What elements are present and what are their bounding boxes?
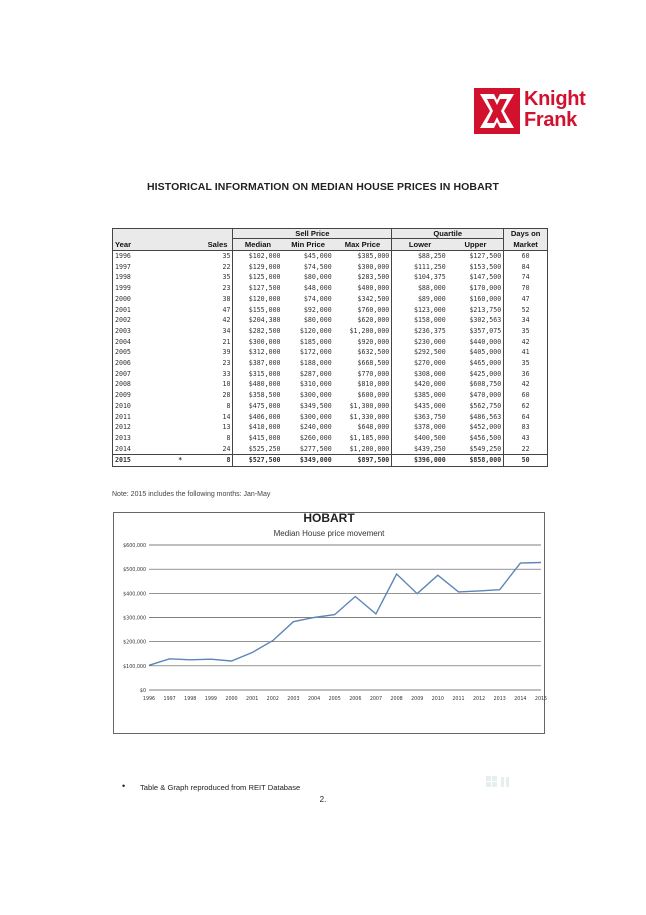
days-on-header-top: Days on	[504, 229, 548, 239]
x-tick-label: 2008	[390, 697, 403, 702]
median-cell: $527,500	[233, 455, 283, 467]
min-price-cell: $172,000	[299, 348, 332, 357]
min-price-cell: $300,000	[299, 412, 332, 421]
table-row	[113, 412, 548, 423]
median-cell: $525,250	[233, 444, 283, 455]
footnote-mark-cell	[158, 337, 203, 348]
table-group-header-row	[113, 229, 548, 239]
footnote-mark-cell	[158, 379, 203, 390]
days-on-market-cell: 41	[504, 347, 548, 358]
knight-frank-logo	[474, 88, 586, 134]
year-cell: 2015	[113, 455, 158, 467]
upper-quartile-cell: $440,000	[469, 337, 502, 346]
upper-quartile-cell: $470,000	[469, 391, 502, 400]
sales-cell: 10	[222, 380, 231, 389]
max-price-cell: $648,000	[357, 423, 390, 432]
chart-title: HOBART	[303, 511, 355, 525]
upper-quartile-cell: $486,563	[469, 412, 502, 421]
table-row	[113, 379, 548, 390]
x-tick-label: 1999	[204, 697, 218, 702]
table-note: Note: 2015 includes the following months: Jan-May	[112, 491, 271, 498]
lower-quartile-cell: $435,000	[392, 401, 448, 412]
footnote-mark-cell	[158, 347, 203, 358]
year-cell: 2014	[115, 444, 131, 453]
upper-quartile-column-header: Upper	[448, 239, 504, 251]
median-cell: $387,000	[233, 358, 283, 369]
bullet-icon: •	[122, 781, 126, 791]
days-on-market-cell: 62	[504, 401, 548, 412]
table-row	[113, 262, 548, 273]
y-tick-label: $200,000	[123, 640, 146, 646]
x-tick-label: 1998	[184, 697, 197, 702]
lower-quartile-cell: $236,375	[392, 326, 448, 337]
median-price-table	[112, 228, 548, 467]
footnote-mark-cell	[158, 444, 203, 455]
upper-quartile-cell: $452,000	[469, 423, 502, 432]
x-tick-label: 2000	[225, 697, 238, 702]
sales-cell: 42	[222, 316, 231, 325]
min-price-cell: $260,000	[299, 433, 332, 442]
sales-cell: 24	[222, 444, 231, 453]
x-tick-label: 2012	[472, 697, 486, 702]
footnote-mark-cell	[158, 294, 203, 305]
days-on-market-cell: 84	[504, 262, 548, 273]
max-price-cell: $1,200,000	[349, 444, 390, 453]
days-on-market-cell: 60	[504, 251, 548, 262]
upper-quartile-cell: $425,000	[469, 369, 502, 378]
min-price-cell: $349,000	[283, 455, 334, 467]
table-row	[113, 337, 548, 348]
sales-cell: 21	[222, 337, 231, 346]
x-tick-label: 1997	[163, 697, 176, 702]
source-footnote: Table & Graph reproduced from REIT Database	[140, 783, 301, 792]
lower-quartile-cell: $385,000	[392, 390, 448, 401]
days-on-market-cell: 52	[504, 305, 548, 316]
lower-quartile-cell: $420,000	[392, 379, 448, 390]
max-price-column-header: Max Price	[334, 239, 392, 251]
y-tick-label: $300,000	[123, 616, 146, 622]
table-header-row	[113, 239, 548, 251]
min-price-cell: $188,000	[299, 359, 332, 368]
median-column-header: Median	[233, 239, 283, 251]
x-tick-label: 2009	[411, 697, 424, 702]
footnote-mark-cell	[158, 305, 203, 316]
median-cell: $127,500	[233, 283, 283, 294]
min-price-cell: $300,000	[299, 391, 332, 400]
min-price-cell: $74,500	[303, 262, 332, 271]
median-cell: $120,000	[233, 294, 283, 305]
max-price-cell: $600,000	[357, 391, 390, 400]
footnote-mark-cell	[158, 251, 203, 262]
table-row	[113, 326, 548, 337]
upper-quartile-cell: $549,250	[469, 444, 502, 453]
table-row	[113, 272, 548, 283]
x-tick-label: 2007	[369, 697, 383, 702]
sales-column-header: Sales	[203, 239, 233, 251]
min-price-cell: $185,000	[299, 337, 332, 346]
knight-frank-logo-mark	[474, 88, 520, 134]
year-column-header: Year	[113, 239, 158, 251]
max-price-cell: $897,500	[334, 455, 392, 467]
table-row	[113, 315, 548, 326]
sales-cell: 33	[222, 369, 231, 378]
median-cell: $475,000	[233, 401, 283, 412]
days-on-market-column-header: Market	[504, 239, 548, 251]
footnote-mark-cell	[158, 433, 203, 444]
max-price-cell: $770,000	[357, 369, 390, 378]
min-price-column-header: Min Price	[283, 239, 334, 251]
table-row	[113, 369, 548, 380]
days-on-market-cell: 50	[504, 455, 548, 467]
year-cell: 2010	[115, 401, 131, 410]
upper-quartile-cell: $465,000	[469, 359, 502, 368]
min-price-cell: $349,500	[299, 401, 332, 410]
sales-cell: 38	[222, 294, 231, 303]
year-cell: 1997	[115, 262, 131, 271]
y-tick-label: $600,000	[123, 544, 146, 549]
footnote-mark-cell	[158, 262, 203, 273]
footnote-mark-cell	[158, 315, 203, 326]
table-row	[113, 433, 548, 444]
min-price-cell: $45,000	[303, 252, 332, 260]
table-row	[113, 422, 548, 433]
sales-cell: 8	[226, 401, 231, 410]
lower-quartile-cell: $158,000	[392, 315, 448, 326]
footnote-mark-cell	[158, 401, 203, 412]
upper-quartile-cell: $127,500	[469, 252, 502, 260]
upper-quartile-cell: $302,563	[469, 316, 502, 325]
median-cell: $415,000	[233, 433, 283, 444]
table-row	[113, 294, 548, 305]
lower-quartile-cell: $400,500	[392, 433, 448, 444]
max-price-cell: $810,000	[357, 380, 390, 389]
days-on-market-cell: 60	[504, 390, 548, 401]
document-title: HISTORICAL INFORMATION ON MEDIAN HOUSE PRICES IN HOBART	[146, 181, 499, 193]
year-cell: 2002	[115, 316, 131, 325]
x-tick-label: 2014	[514, 697, 527, 702]
median-cell: $315,000	[233, 369, 283, 380]
lower-quartile-cell: $396,000	[392, 455, 448, 467]
max-price-cell: $1,300,000	[349, 401, 390, 410]
days-on-market-cell: 74	[504, 272, 548, 283]
footnote-mark-cell	[158, 412, 203, 423]
max-price-cell: $1,330,000	[349, 412, 390, 421]
days-on-market-cell: 34	[504, 315, 548, 326]
y-tick-label: $0	[139, 689, 146, 694]
logo-word-frank: Frank	[524, 109, 577, 131]
x-tick-label: 2002	[266, 697, 279, 702]
days-on-market-cell: 42	[504, 337, 548, 348]
upper-quartile-cell: $405,000	[469, 348, 502, 357]
max-price-cell: $283,500	[357, 273, 390, 282]
min-price-cell: $310,000	[299, 380, 332, 389]
days-on-market-cell: 36	[504, 369, 548, 380]
lower-quartile-cell: $104,375	[392, 272, 448, 283]
year-cell: 2007	[115, 369, 131, 378]
days-on-market-cell: 22	[504, 444, 548, 455]
x-tick-label: 2006	[349, 697, 362, 702]
upper-quartile-cell: $562,750	[469, 401, 502, 410]
x-tick-label: 2004	[307, 697, 321, 702]
y-tick-label: $400,000	[123, 592, 146, 598]
median-cell: $129,000	[233, 262, 283, 273]
upper-quartile-cell: $170,000	[469, 284, 502, 293]
x-tick-label: 2011	[452, 697, 465, 702]
days-on-market-cell: 70	[504, 283, 548, 294]
median-cell: $204,380	[233, 315, 283, 326]
lower-quartile-cell: $230,000	[392, 337, 448, 348]
lower-quartile-cell: $292,500	[392, 347, 448, 358]
table-row	[113, 251, 548, 262]
sales-cell: 47	[222, 305, 231, 314]
sales-cell: 35	[222, 252, 231, 260]
median-cell: $410,000	[233, 422, 283, 433]
year-cell: 2013	[115, 433, 131, 442]
table-row	[113, 305, 548, 316]
year-cell: 2012	[115, 423, 131, 432]
upper-quartile-cell: $160,000	[469, 294, 502, 303]
lower-quartile-cell: $308,000	[392, 369, 448, 380]
hobart-median-price-chart	[113, 511, 548, 734]
year-cell: 2000	[115, 294, 131, 303]
lower-quartile-cell: $123,000	[392, 305, 448, 316]
days-on-market-cell: 35	[504, 326, 548, 337]
min-price-cell: $74,000	[303, 294, 332, 303]
lower-quartile-cell: $363,750	[392, 412, 448, 423]
median-cell: $282,500	[233, 326, 283, 337]
lower-quartile-cell: $88,250	[392, 251, 448, 262]
min-price-cell: $80,000	[303, 273, 332, 282]
max-price-cell: $385,000	[357, 252, 390, 260]
sales-cell: 39	[222, 348, 231, 357]
min-price-cell: $287,000	[299, 369, 332, 378]
x-tick-label: 2001	[246, 697, 259, 702]
median-cell: $125,000	[233, 272, 283, 283]
footnote-mark-cell	[158, 390, 203, 401]
year-cell: 2005	[115, 348, 131, 357]
chart-subtitle: Median House price movement	[273, 529, 385, 538]
lower-quartile-cell: $439,250	[392, 444, 448, 455]
footnote-mark-cell	[158, 272, 203, 283]
table-row	[113, 358, 548, 369]
sales-cell: 13	[222, 423, 231, 432]
days-on-market-cell: 42	[504, 379, 548, 390]
year-cell: 2006	[115, 359, 131, 368]
x-tick-label: 2015	[534, 697, 548, 702]
max-price-cell: $400,000	[357, 284, 390, 293]
x-tick-label: 1996	[142, 697, 156, 702]
year-cell: 2003	[115, 326, 131, 335]
median-cell: $155,000	[233, 305, 283, 316]
year-cell: 2011	[115, 412, 131, 421]
days-on-market-cell: 43	[504, 433, 548, 444]
median-cell: $480,000	[233, 379, 283, 390]
table-row	[113, 283, 548, 294]
year-cell: 2009	[115, 391, 131, 400]
page-number: 2.	[319, 795, 327, 804]
max-price-cell: $668,500	[357, 359, 390, 368]
lower-quartile-column-header: Lower	[392, 239, 448, 251]
upper-quartile-cell: $456,500	[469, 433, 502, 442]
knight-frank-wordmark	[524, 89, 586, 131]
x-tick-label: 2005	[328, 697, 341, 702]
footnote-mark-cell	[158, 358, 203, 369]
max-price-cell: $620,000	[357, 316, 390, 325]
median-cell: $406,000	[233, 412, 283, 423]
upper-quartile-cell: $608,750	[469, 380, 502, 389]
upper-quartile-cell: $213,750	[469, 305, 502, 314]
year-cell: 1996	[115, 252, 131, 260]
min-price-cell: $240,000	[299, 423, 332, 432]
y-tick-label: $500,000	[123, 568, 146, 574]
upper-quartile-cell: $147,500	[469, 273, 502, 282]
upper-quartile-cell: $153,500	[469, 262, 502, 271]
days-on-market-cell: 83	[504, 422, 548, 433]
lower-quartile-cell: $378,000	[392, 422, 448, 433]
lower-quartile-cell: $270,000	[392, 358, 448, 369]
upper-quartile-cell: $858,000	[448, 455, 504, 467]
lower-quartile-cell: $89,000	[392, 294, 448, 305]
footnote-mark-cell	[158, 422, 203, 433]
table-body	[113, 251, 548, 467]
year-cell: 2001	[115, 305, 131, 314]
max-price-cell: $342,500	[357, 294, 390, 303]
year-cell: 1998	[115, 273, 131, 282]
sales-cell: 28	[222, 391, 231, 400]
table-row	[113, 401, 548, 412]
median-cell: $102,000	[233, 251, 283, 262]
logo-word-knight: Knight	[524, 88, 586, 110]
median-cell: $300,000	[233, 337, 283, 348]
footnote-mark-cell	[158, 326, 203, 337]
lower-quartile-cell: $88,000	[392, 283, 448, 294]
min-price-cell: $277,500	[299, 444, 332, 453]
min-price-cell: $80,000	[303, 316, 332, 325]
days-on-market-cell: 64	[504, 412, 548, 423]
x-tick-label: 2010	[431, 697, 444, 702]
table-row	[113, 347, 548, 358]
median-cell: $358,500	[233, 390, 283, 401]
max-price-cell: $1,200,000	[349, 326, 390, 335]
sales-cell: 22	[222, 262, 231, 271]
min-price-cell: $48,000	[303, 284, 332, 293]
max-price-cell: $1,185,000	[349, 433, 390, 442]
sales-cell: 8	[226, 433, 231, 442]
sales-cell: 8	[203, 455, 233, 467]
days-on-market-cell: 35	[504, 358, 548, 369]
sell-price-group-header: Sell Price	[233, 229, 392, 239]
min-price-cell: $92,000	[303, 305, 332, 314]
year-cell: 2008	[115, 380, 131, 389]
max-price-cell: $632,500	[357, 348, 390, 357]
sales-cell: 34	[222, 326, 231, 335]
year-cell: 2004	[115, 337, 131, 346]
min-price-cell: $120,000	[299, 326, 332, 335]
days-on-market-cell: 47	[504, 294, 548, 305]
table-row	[113, 455, 548, 467]
year-cell: 1999	[115, 284, 131, 293]
table-row	[113, 444, 548, 455]
sales-cell: 23	[222, 284, 231, 293]
footnote-mark-cell: *	[158, 455, 203, 467]
quartile-group-header: Quartile	[392, 229, 504, 239]
max-price-cell: $920,000	[357, 337, 390, 346]
sales-cell: 35	[222, 273, 231, 282]
table-row	[113, 390, 548, 401]
watermark-icon	[486, 776, 522, 792]
footnote-mark-cell	[158, 283, 203, 294]
y-tick-label: $100,000	[123, 664, 146, 670]
max-price-cell: $300,000	[357, 262, 390, 271]
sales-cell: 14	[222, 412, 231, 421]
footnote-mark-cell	[158, 369, 203, 380]
median-cell: $312,000	[233, 347, 283, 358]
lower-quartile-cell: $111,250	[392, 262, 448, 273]
x-tick-label: 2003	[287, 697, 300, 702]
max-price-cell: $760,000	[357, 305, 390, 314]
x-tick-label: 2013	[493, 697, 506, 702]
upper-quartile-cell: $357,075	[469, 326, 502, 335]
sales-cell: 23	[222, 359, 231, 368]
